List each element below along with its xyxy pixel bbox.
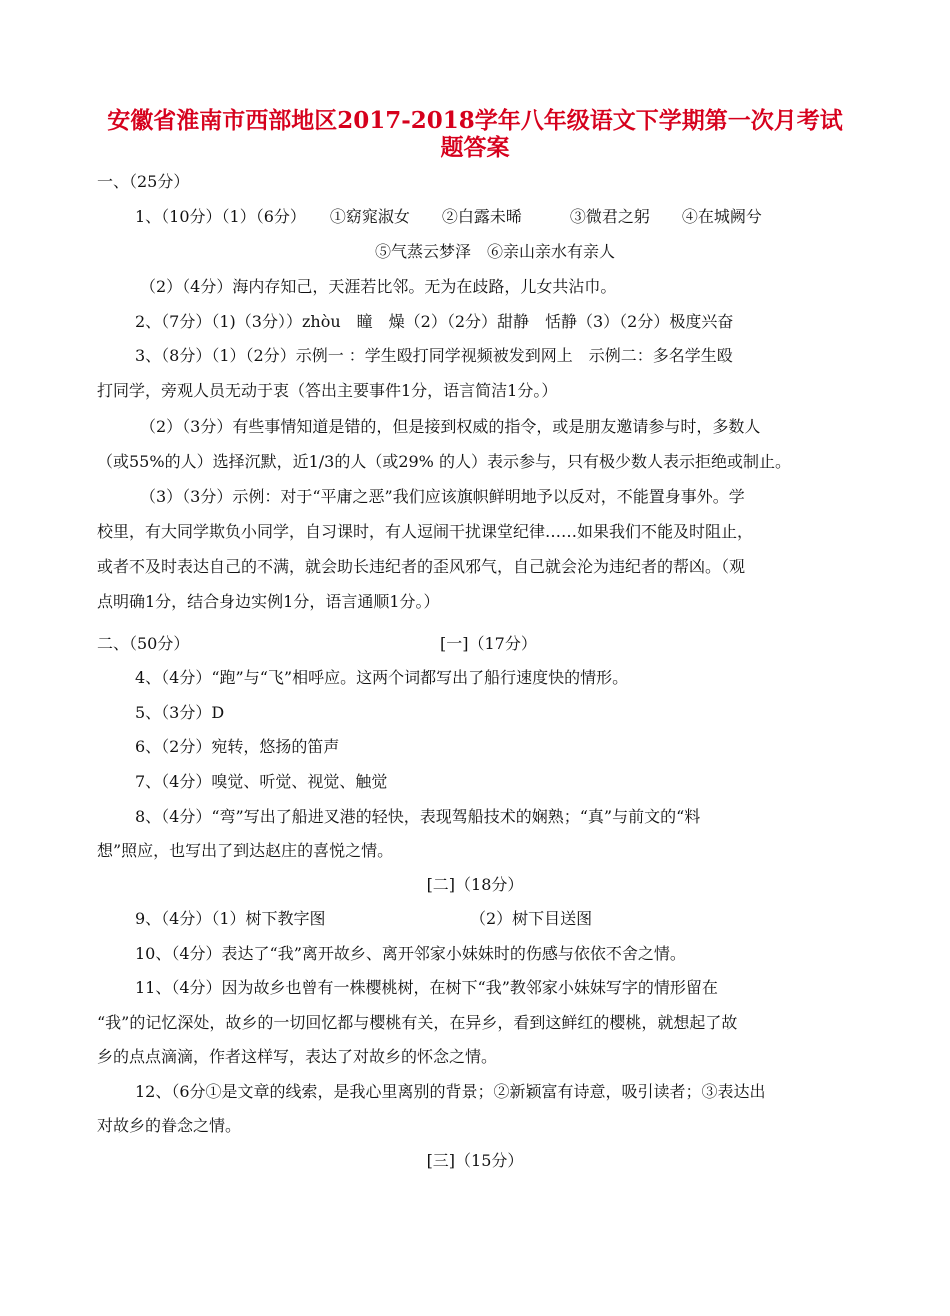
q1-line-2: ⑤气蒸云梦泽 ⑥亲山亲水有亲人 — [375, 242, 616, 261]
q3-line-6: 校里，有大同学欺负小同学，自习课时，有人逗闹干扰课堂纪律……如果我们不能及时阻止， — [97, 522, 754, 541]
q3-line-7: 或者不及时表达自己的不满，就会助长违纪者的歪风邪气，自己就会沦为违纪者的帮凶。（观 — [97, 557, 746, 576]
q1-line-3: （2）（4分）海内存知己，天涯若比邻。无为在歧路，儿女共沾巾。 — [140, 277, 617, 296]
q3-line-3: （2）（3分）有些事情知道是错的，但是接到权威的指令，或是朋友邀请参与时，多数人 — [140, 417, 761, 436]
q9-line-1: 9、（4分）（1）树下教字图 — [135, 909, 326, 928]
q3-line-1: 3、（8分）（1）（2分）示例一 ：学生殴打同学视频被发到网上 示例二：多名学生殴 — [135, 346, 733, 365]
subsection-1-heading: [一]（17分） — [440, 634, 537, 653]
q11-line-1: 11、（4分）因为故乡也曾有一株樱桃树，在树下“我”教邻家小妹妹写字的情形留在 — [135, 978, 718, 997]
q3-line-2: 打同学，旁观人员无动于衷（答出主要事件1分，语言简洁1分。） — [97, 381, 558, 400]
q4-line-1: 4、（4分）“跑”与“飞”相呼应。这两个词都写出了船行速度快的情形。 — [135, 668, 629, 687]
subsection-2-heading: [二]（18分） — [426, 875, 524, 894]
q9-line-1b: （2）树下目送图 — [470, 909, 593, 928]
q11-line-3: 乡的点点滴滴，作者这样写，表达了对故乡的怀念之情。 — [97, 1047, 498, 1066]
page-title-line-2: 题答案 — [440, 134, 510, 161]
section-2-heading: 二、（50分） — [97, 634, 190, 653]
q3-line-4: （或55%的人）选择沉默，近1/3的人（或29% 的人）表示参与，只有极少数人表示拒绝或制止。 — [97, 452, 791, 471]
q2-line-1: 2、（7分）（1)（3分））zhòu 瞳 燥（2）（2分）甜静 恬静（3）（2分）极度兴奋 — [135, 312, 734, 331]
section-1-heading: 一、（25分） — [97, 172, 190, 191]
q12-line-1: 12、（6分①是文章的线索，是我心里离别的背景；②新颖富有诗意，吸引读者；③表达出 — [135, 1082, 766, 1101]
q7-line-1: 7、（4分）嗅觉、听觉、视觉、触觉 — [135, 772, 388, 791]
q8-line-2: 想”照应，也写出了到达赵庄的喜悦之情。 — [97, 841, 394, 860]
subsection-3-heading: [三]（15分） — [426, 1151, 524, 1170]
q11-line-2: “我”的记忆深处，故乡的一切回忆都与樱桃有关，在异乡，看到这鲜红的樱桃，就想起了故 — [97, 1013, 738, 1032]
q6-line-1: 6、（2分）宛转，悠扬的笛声 — [135, 737, 340, 756]
page-title-line-1: 安徽省淮南市西部地区2017-2018学年八年级语文下学期第一次月考试 — [107, 107, 843, 134]
q5-line-1: 5、（3分）D — [135, 703, 225, 722]
q3-line-5: （3）（3分）示例：对于“平庸之恶”我们应该旗帜鲜明地予以反对，不能置身事外。学 — [140, 487, 745, 506]
q12-line-2: 对故乡的眷念之情。 — [97, 1116, 242, 1135]
q3-line-8: 点明确1分，结合身边实例1分，语言通顺1分。） — [97, 592, 440, 611]
q10-line-1: 10、（4分）表达了“我”离开故乡、离开邻家小妹妹时的伤感与依依不舍之情。 — [135, 944, 686, 963]
q8-line-1: 8、（4分）“弯”写出了船进叉港的轻快，表现驾船技术的娴熟；“真”与前文的“料 — [135, 807, 701, 826]
q1-line-1: 1、（10分）（1）（6分） ①窈窕淑女 ②白露未晞 ③微君之躬 ④在城阙兮 — [135, 207, 762, 226]
